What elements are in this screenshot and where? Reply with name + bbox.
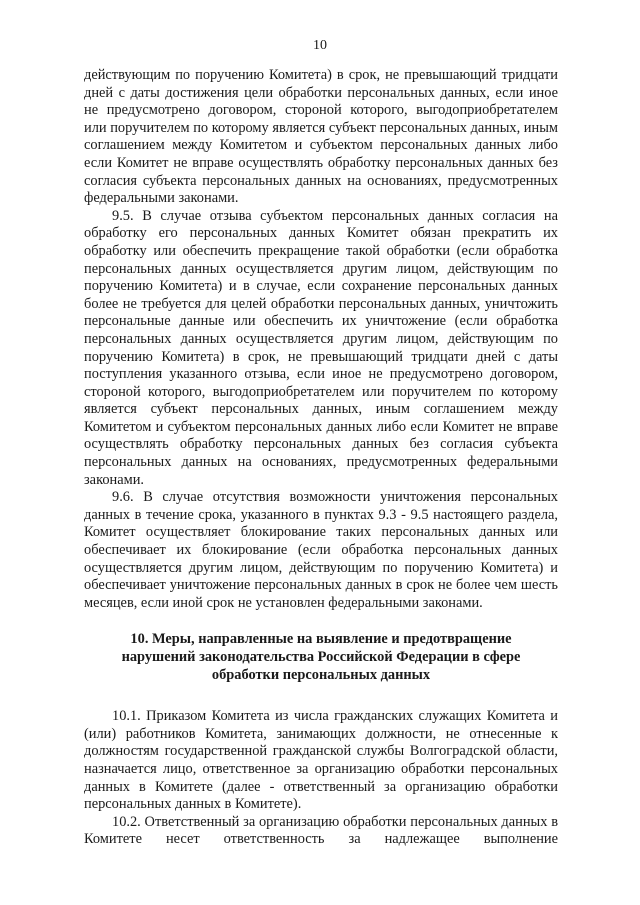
paragraph-9-4-continuation: действующим по поручению Комитета) в срок, не превышающий тридцати дней с даты достижения цели обработки персональных данных, если иное не предусмотрено договором, стороной которого, выгодоприобретателем или поручителем по которому является субъект персональных данных, иным соглашением между Комитетом и субъектом персональных данных либо если Комитет не вправе осуществлять обработку персональных данных без согласия субъекта персональных данных на основаниях, предусмотренных федеральными законами. <box>84 67 558 207</box>
section-heading <box>84 631 558 684</box>
paragraph-9-6: 9.6. В случае отсутствия возможности уничтожения персональных данных в течение срока, указанного в пунктах 9.3 - 9.5 настоящего раздела, Комитет осуществляет блокирование таких персональных данных или обеспечивает их блокирование (если обработка персональных данных осуществляется другим лицом, действующим по поручению Комитета) и обеспечивает уничтожение персональных данных в срок не более чем шесть месяцев, если иной срок не установлен федеральными законами. <box>84 489 558 611</box>
paragraph-10-1: 10.1. Приказом Комитета из числа гражданских служащих Комитета и (или) работников Комитета, занимающих должности, не отнесенные к должностям государственной гражданской службы Волгоградской области, назначается лицо, ответственное за организацию обработки персональных данных в Комитете (далее - ответственный за организацию обработки персональных данных в Комитете). <box>84 708 558 813</box>
page-number: 10 <box>313 38 327 53</box>
section-heading-line-2: нарушений законодательства Российской Федерации в сфере <box>121 649 521 665</box>
paragraph-10-2: 10.2. Ответственный за организацию обработки персональных данных в Комитете несет ответственность за надлежащее выполнение <box>84 813 558 848</box>
paragraph-9-5: 9.5. В случае отзыва субъектом персональных данных согласия на обработку его персональных данных Комитет обязан прекратить их обработку или обеспечить прекращение такой обработки (если обработка персональных данных осуществляется другим лицом, действующим по поручению Комитета) и в случае, если сохранение персональных данных более не требуется для целей обработки персональных данных, уничтожить персональные данные или обеспечить их уничтожение (если обработка персональных данных осуществляется другим лицом, действующим по поручению Комитета) в срок, не превышающий тридцати дней с даты поступления указанного отзыва, если иное не предусмотрено договором, стороной которого, выгодоприобретателем или поручителем по которому является субъект персональных данных, иным соглашением между Комитетом и субъектом персональных данных либо если Комитет не вправе осуществлять обработку персональных данных без согласия субъекта персональных данных на основаниях, предусмотренных федеральными законами. <box>84 207 558 488</box>
section-heading-line-1: 10. Меры, направленные на выявление и предотвращение <box>130 631 512 648</box>
section-heading-line-3: обработки персональных данных <box>211 666 431 683</box>
document-body <box>84 67 558 849</box>
